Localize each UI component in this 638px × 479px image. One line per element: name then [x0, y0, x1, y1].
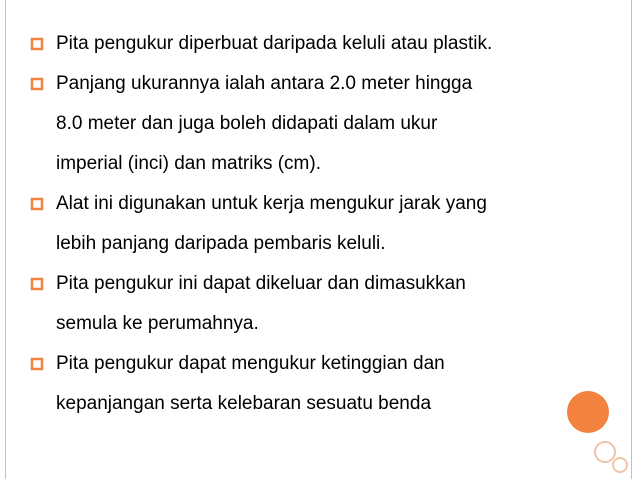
bullet-list — [30, 24, 550, 424]
hollow-square-bullet-icon — [30, 357, 44, 371]
bullet-line: kepanjangan serta kelebaran sesuatu benda — [56, 393, 432, 414]
bullet-line: lebih panjang daripada pembaris keluli. — [56, 233, 386, 254]
hollow-square-bullet-icon — [30, 277, 44, 291]
bullet-line: Pita pengukur diperbuat daripada keluli atau plastik. — [56, 33, 493, 54]
outline-circle-large-icon — [595, 442, 615, 462]
bullet-item — [30, 24, 550, 64]
slide-right-border — [631, 0, 632, 479]
bullet-line: Pita pengukur ini dapat dikeluar dan dimasukkan — [56, 273, 466, 294]
bullet-item — [30, 344, 550, 424]
outline-circle-small-icon — [613, 458, 627, 472]
orange-circle-icon — [567, 391, 609, 433]
hollow-square-bullet-icon — [30, 37, 44, 51]
slide-left-border — [5, 0, 6, 479]
bullet-line: Pita pengukur dapat mengukur ketinggian dan — [56, 353, 445, 374]
bullet-line: Alat ini digunakan untuk kerja mengukur jarak yang — [56, 193, 487, 214]
bullet-line: Panjang ukurannya ialah antara 2.0 meter hingga — [56, 73, 473, 94]
hollow-square-bullet-icon — [30, 197, 44, 211]
bullet-item — [30, 64, 550, 184]
bullet-item — [30, 184, 550, 264]
bullet-item — [30, 264, 550, 344]
bullet-line: 8.0 meter dan juga boleh didapati dalam ukur — [56, 113, 438, 134]
bullet-line: semula ke perumahnya. — [56, 313, 259, 334]
bullet-line: imperial (inci) dan matriks (cm). — [56, 153, 321, 174]
hollow-square-bullet-icon — [30, 77, 44, 91]
